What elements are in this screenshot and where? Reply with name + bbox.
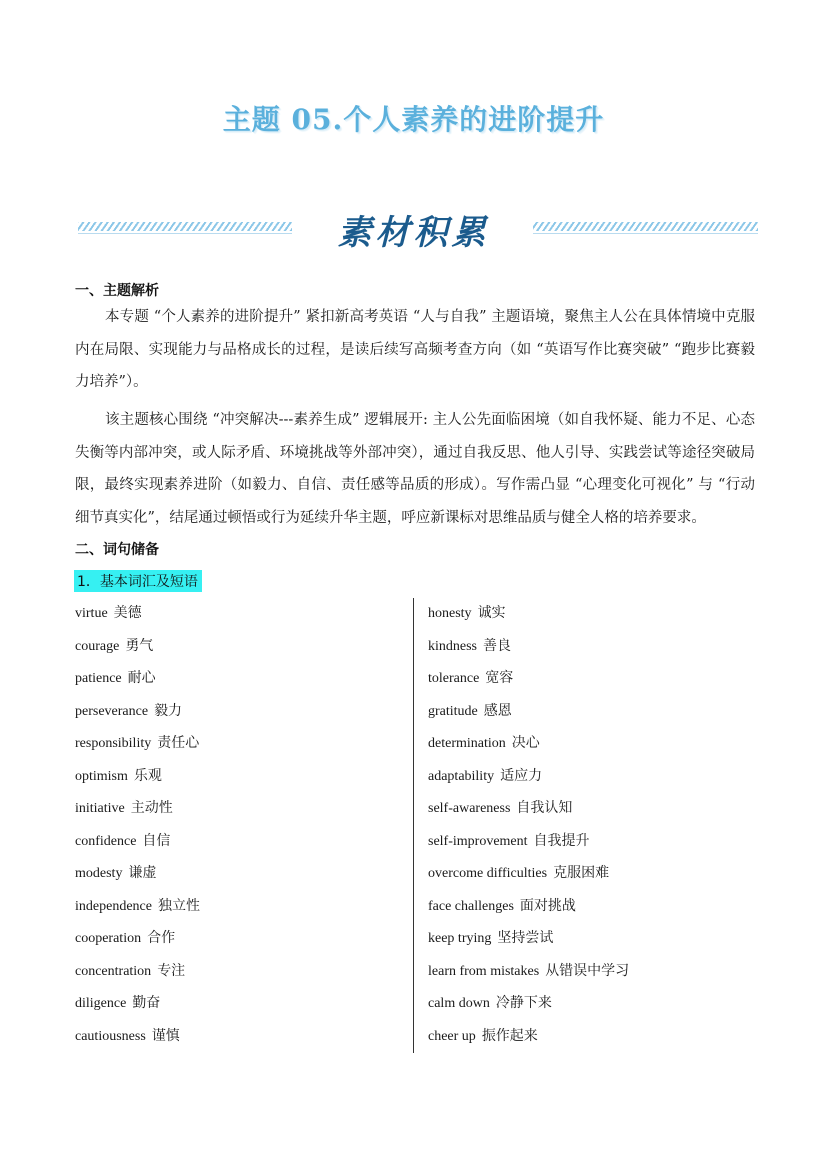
vocab-item (428, 958, 629, 991)
vocab-english: self-improvement (428, 833, 528, 849)
vocab-item (428, 990, 629, 1023)
vocab-english: face challenges (428, 898, 514, 914)
vocab-item (428, 763, 629, 796)
vocab-chinese: 谨慎 (151, 1027, 180, 1044)
vocab-chinese: 勤奋 (132, 995, 161, 1011)
vocab-english: responsibility (75, 736, 152, 751)
vocab-item (428, 860, 629, 893)
vocab-english: confidence (75, 833, 137, 849)
vocab-english: self-awareness (428, 801, 511, 816)
vocab-chinese: 勇气 (125, 637, 154, 654)
page-title: 主题 05.个人素养的进阶提升 (222, 103, 605, 136)
vocab-chinese: 谦虚 (128, 865, 157, 881)
vocab-chinese: 面对挑战 (519, 897, 576, 914)
vocab-item (75, 925, 200, 958)
vocab-item (428, 730, 629, 763)
vocab-chinese: 感恩 (483, 702, 512, 719)
intro-paragraph-2: 该主题核心围绕 “冲突解决---素养生成” 逻辑展开: 主人公先面临困境（如自我怀疑、能力不足、心态失衡等内部冲突，或人际矛盾、环境挑战等外部冲突），通过自我反思、他人引导、实践尝试等途径突破局限，最终实现素养进阶（如毅力、自信、责任感等品质的形成）。写作需凸显 “心理变化可视化” 与 “行动细节真实化”，结尾通过顿悟或行为延续升华主题，呼应新课标对思维品质与健全人格的培养要求。 (75, 412, 755, 526)
vocab-chinese: 毅力 (154, 702, 183, 719)
section-heading-1: 一、主题解析 (75, 283, 159, 299)
vocab-english: cautiousness (75, 1028, 146, 1044)
vocab-chinese: 自我认知 (516, 800, 573, 816)
vocab-item (75, 860, 200, 893)
vocab-english: gratitude (428, 703, 478, 719)
vocab-item (75, 665, 200, 698)
vocab-english: adaptability (428, 768, 495, 784)
vocab-chinese: 自信 (142, 832, 171, 849)
vocab-english: learn from mistakes (428, 963, 540, 979)
vocab-chinese: 责任心 (157, 735, 200, 751)
vocab-item (75, 730, 200, 763)
vocab-item (428, 698, 629, 731)
vocab-item (428, 600, 629, 633)
vocab-item (75, 795, 200, 828)
vocab-english: keep trying (428, 931, 492, 946)
subsection-heading: 1．基本词汇及短语 (74, 570, 202, 592)
vocab-item (428, 795, 629, 828)
vocab-english: virtue (75, 606, 108, 621)
vocab-item (75, 990, 200, 1023)
decorative-stripe-right (533, 222, 758, 231)
column-divider (413, 598, 414, 1053)
vocab-item (428, 893, 629, 926)
vocab-chinese: 主动性 (130, 800, 173, 816)
vocab-column-right (428, 600, 629, 1055)
vocab-english: initiative (75, 801, 125, 816)
vocab-english: optimism (75, 768, 128, 784)
vocab-chinese: 冷静下来 (495, 995, 552, 1011)
vocab-item (75, 600, 200, 633)
vocab-chinese: 克服困难 (553, 865, 610, 881)
vocab-chinese: 宽容 (485, 670, 514, 686)
vocab-chinese: 决心 (511, 735, 540, 751)
vocab-english: overcome difficulties (428, 866, 548, 881)
vocab-chinese: 合作 (147, 930, 176, 946)
vocab-english: tolerance (428, 671, 480, 686)
decorative-line-right (533, 233, 758, 234)
vocab-item (75, 1023, 200, 1056)
vocab-chinese: 独立性 (157, 897, 200, 914)
vocab-chinese: 耐心 (127, 670, 156, 686)
vocab-item (428, 828, 629, 861)
vocab-english: perseverance (75, 703, 149, 719)
vocab-item (75, 633, 200, 666)
vocab-item (75, 698, 200, 731)
vocab-item (428, 633, 629, 666)
vocab-chinese: 从错误中学习 (545, 962, 630, 979)
vocab-english: calm down (428, 996, 490, 1011)
vocab-chinese: 诚实 (477, 605, 506, 621)
vocab-column-left (75, 600, 200, 1055)
vocab-chinese: 乐观 (133, 767, 162, 784)
vocab-english: concentration (75, 963, 152, 979)
vocab-item (75, 893, 200, 926)
vocab-english: diligence (75, 996, 127, 1011)
vocab-item (428, 665, 629, 698)
vocab-english: kindness (428, 638, 477, 654)
vocab-chinese: 专注 (157, 962, 186, 979)
section-banner: 素材积累 (337, 213, 490, 253)
vocab-english: cooperation (75, 931, 142, 946)
vocab-english: cheer up (428, 1028, 476, 1044)
vocab-chinese: 美德 (113, 605, 142, 621)
vocab-chinese: 适应力 (500, 767, 543, 784)
vocab-item (75, 958, 200, 991)
vocab-chinese: 振作起来 (481, 1027, 538, 1044)
vocab-english: independence (75, 898, 152, 914)
vocab-english: honesty (428, 606, 472, 621)
vocab-chinese: 坚持尝试 (497, 930, 554, 946)
vocab-english: patience (75, 671, 122, 686)
vocab-english: determination (428, 736, 506, 751)
vocab-item (75, 828, 200, 861)
vocab-chinese: 善良 (483, 637, 511, 654)
vocab-item (428, 925, 629, 958)
intro-paragraph-1: 本专题 “个人素养的进阶提升” 紧扣新高考英语 “人与自我” 主题语境，聚焦主人公在具体情境中克服内在局限、实现能力与品格成长的过程，是读后续写高频考查方向（如 “英语写作比赛突破” “跑步比赛毅力培养”）。 (75, 309, 755, 390)
section-heading-2: 二、词句储备 (75, 542, 159, 558)
vocab-english: modesty (75, 866, 123, 881)
vocab-english: courage (75, 638, 120, 654)
vocab-item (428, 1023, 629, 1056)
vocab-chinese: 自我提升 (533, 832, 590, 849)
vocab-item (75, 763, 200, 796)
